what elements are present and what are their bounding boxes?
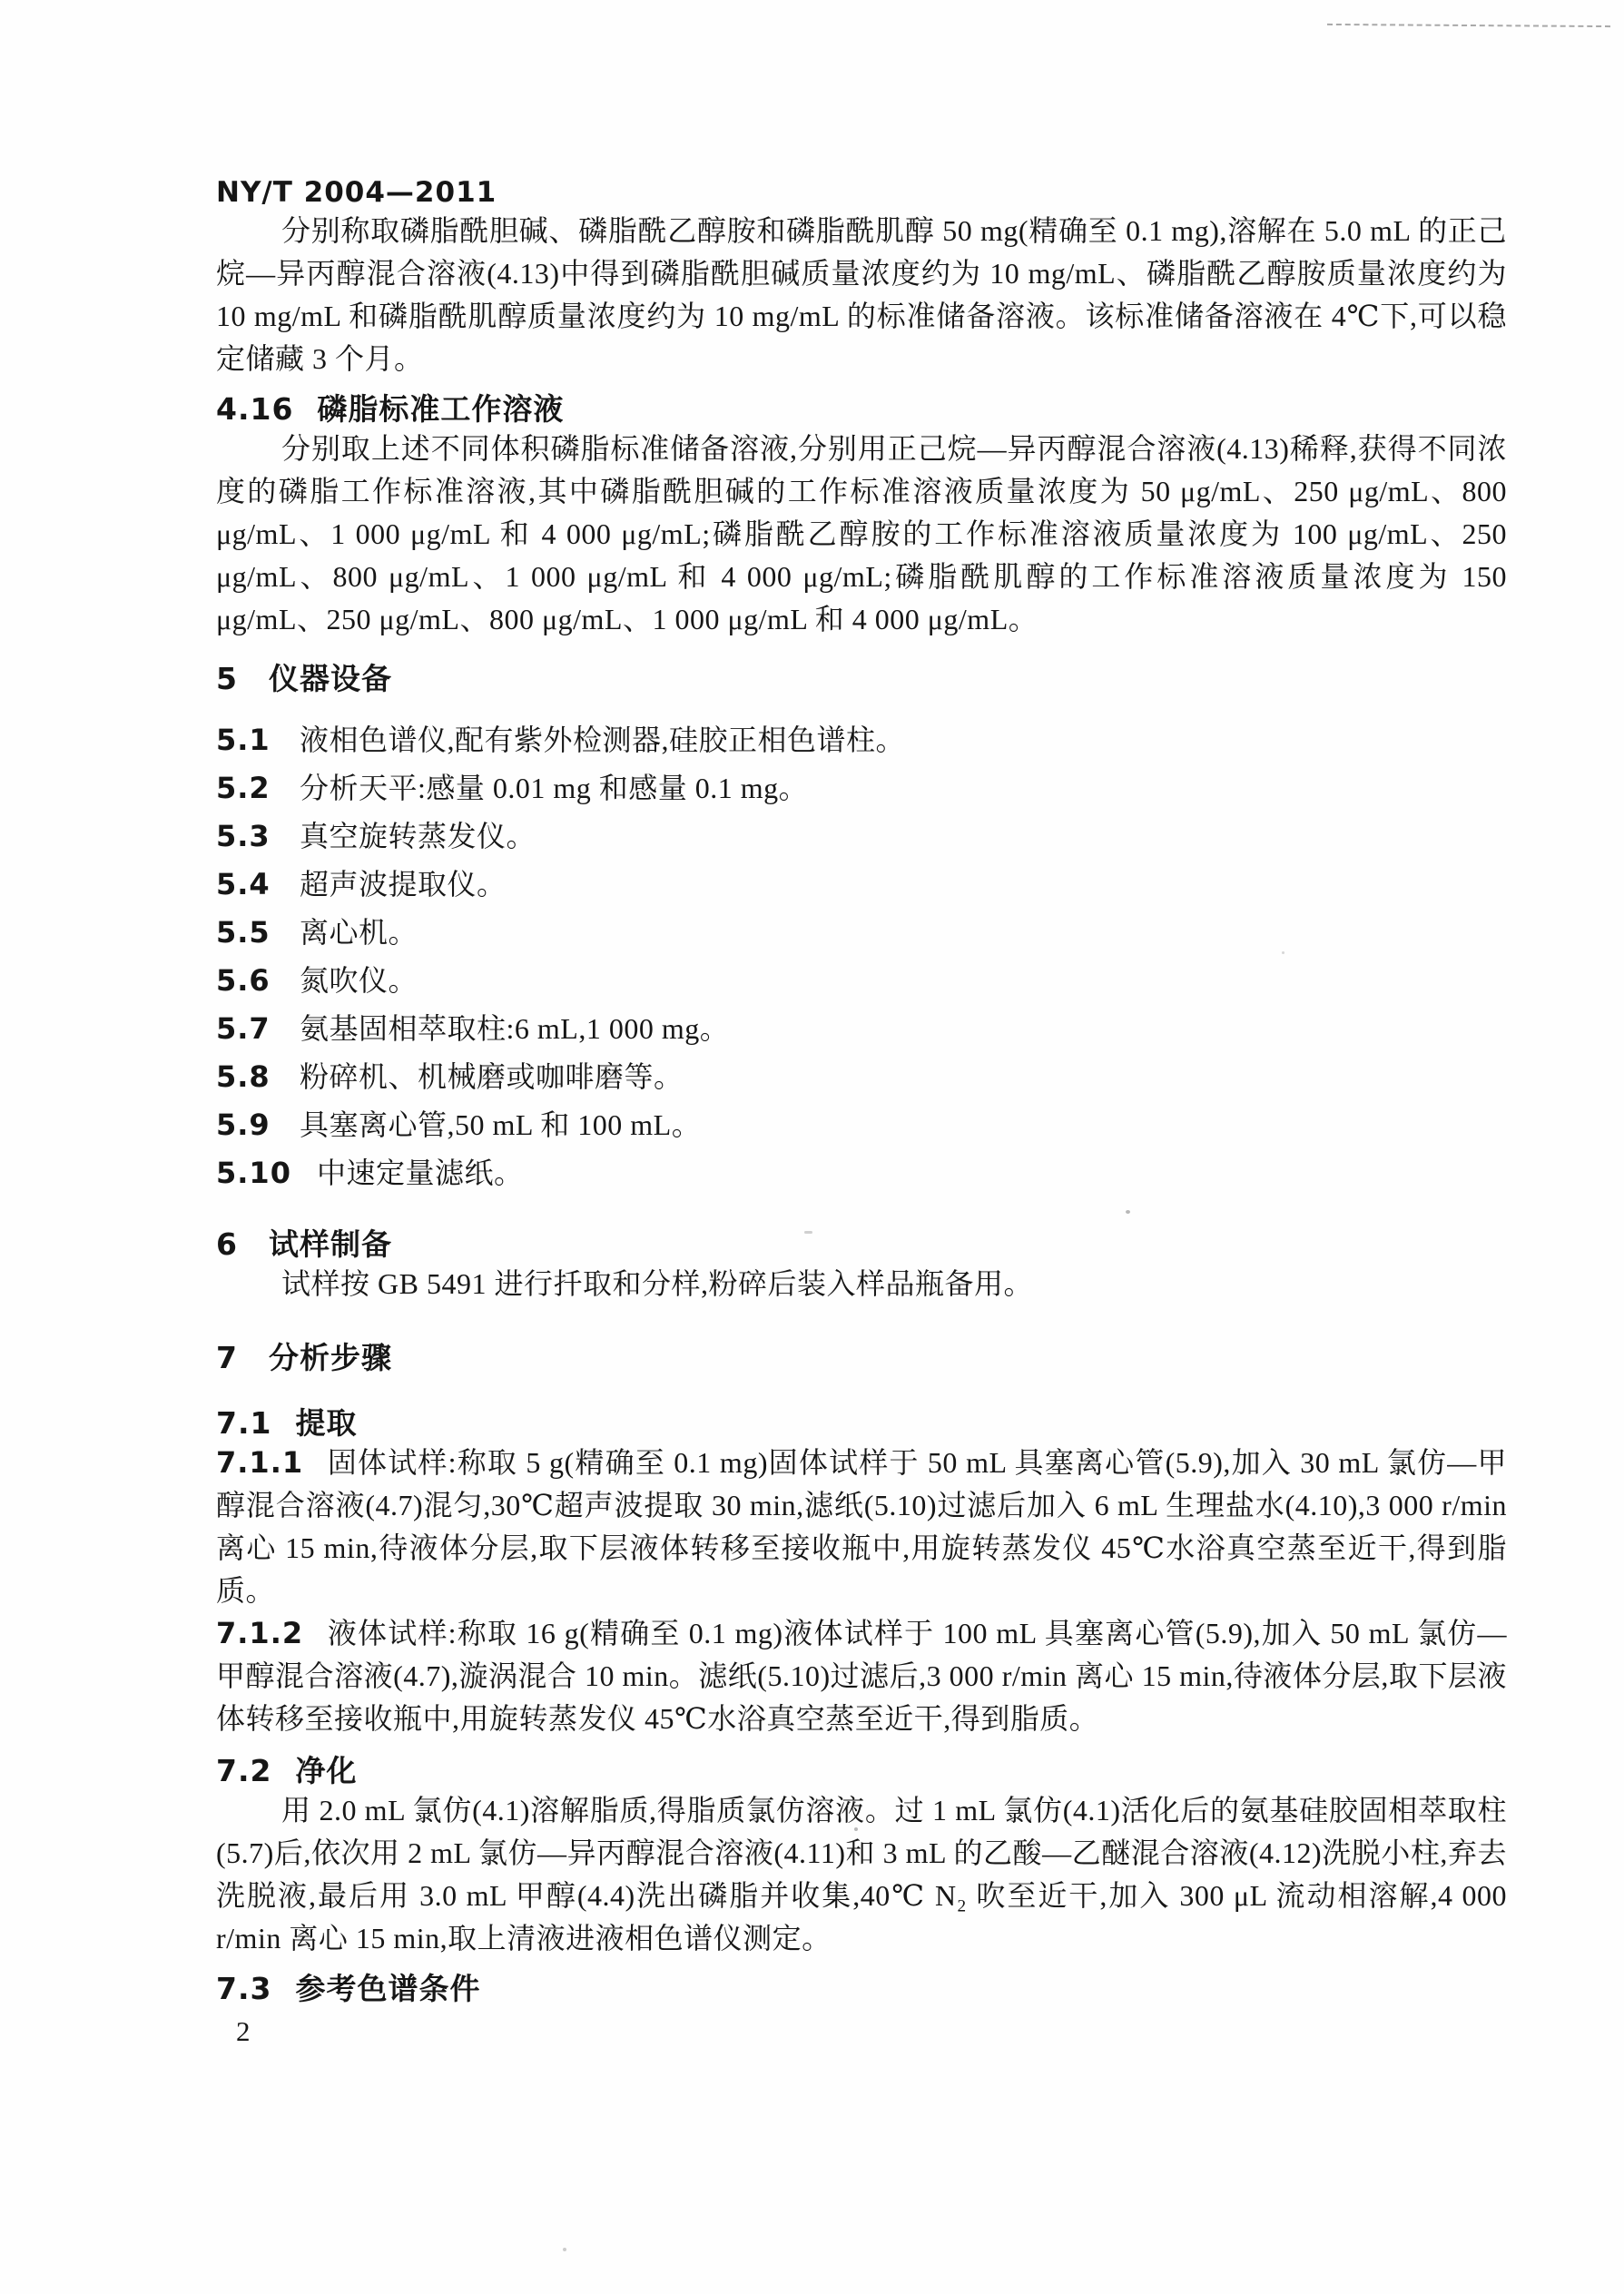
equipment-item-number: 5.4	[216, 867, 271, 901]
heading-7-title: 分析步骤	[268, 1340, 392, 1375]
paragraph-6: 试样按 GB 5491 进行扦取和分样,粉碎后装入样品瓶备用。	[281, 1267, 1033, 1300]
equipment-item-text: 氨基固相萃取柱:6 mL,1 000 mg。	[300, 1012, 730, 1045]
heading-7-1	[216, 1405, 1507, 1442]
equipment-item-number: 5.7	[216, 1011, 271, 1046]
heading-5-number: 5	[216, 661, 238, 696]
equipment-item-number: 5.10	[216, 1156, 291, 1190]
equipment-item-text: 粉碎机、机械磨或咖啡磨等。	[300, 1060, 684, 1093]
paragraph-4-16: 分别取上述不同体积磷脂标准储备溶液,分别用正己烷—异丙醇混合溶液(4.13)稀释,获得不同浓度的磷脂工作标准溶液,其中磷脂酰胆碱的工作标准溶液质量浓度为 50 μg/mL、250 μg/mL、800 μg/mL、1 000 μg/mL 和 4 000 μg/mL;磷脂酰乙醇胺的工作标准溶液质量浓度为 100 μg/mL、250 μg/mL、800 μg/mL、1 000 μg/mL 和 4 000 μg/mL;磷脂酰肌醇的工作标准溶液质量浓度为 150 μg/mL、250 μg/mL、800 μg/mL、1 000 μg/mL 和 4 000 μg/mL。	[216, 432, 1507, 635]
heading-5	[216, 661, 1507, 697]
equipment-item	[216, 1061, 1507, 1092]
equipment-item-text: 分析天平:感量 0.01 mg 和感量 0.1 mg。	[300, 772, 809, 804]
clause-7-1-2-number: 7.1.2	[216, 1616, 304, 1650]
heading-4-16	[216, 391, 1507, 428]
heading-4-16-title: 磷脂标准工作溶液	[317, 391, 565, 427]
equipment-item	[216, 869, 1507, 900]
heading-7-2-number: 7.2	[216, 1753, 272, 1788]
equipment-item-number: 5.3	[216, 819, 271, 853]
equipment-item-number: 5.8	[216, 1059, 271, 1094]
equipment-item	[216, 965, 1507, 996]
heading-7	[216, 1340, 1507, 1376]
heading-7-1-number: 7.1	[216, 1405, 272, 1441]
clause-7-1-2-text: 液体试样:称取 16 g(精确至 0.1 mg)液体试样于 100 mL 具塞离心管(5.9),加入 50 mL 氯仿—甲醇混合溶液(4.7),漩涡混合 10 min。滤纸(5.10)过滤后,3 000 r/min 离心 15 min,待液体分层,取下层液体转移至接收瓶中,用旋转蒸发仪 45℃水浴真空蒸至近干,得到脂质。	[216, 1617, 1507, 1735]
heading-7-3	[216, 1971, 1507, 2007]
equipment-item-number: 5.6	[216, 963, 271, 998]
equipment-item-text: 超声波提取仪。	[300, 868, 507, 901]
equipment-item	[216, 1157, 1507, 1188]
equipment-item-text: 真空旋转蒸发仪。	[300, 820, 536, 852]
heading-7-3-number: 7.3	[216, 1971, 272, 2006]
equipment-item-number: 5.1	[216, 723, 271, 757]
heading-7-number: 7	[216, 1340, 238, 1375]
equipment-item-number: 5.5	[216, 915, 271, 950]
equipment-item-number: 5.2	[216, 771, 271, 805]
heading-7-3-title: 参考色谱条件	[295, 1971, 481, 2006]
paragraph-7-2: 用 2.0 mL 氯仿(4.1)溶解脂质,得脂质氯仿溶液。过 1 mL 氯仿(4.1)活化后的氨基硅胶固相萃取柱(5.7)后,依次用 2 mL 氯仿—异丙醇混合溶液(4.11)和 3 mL 的乙酸—乙醚混合溶液(4.12)洗脱小柱,弃去洗脱液,最后用 3.0 mL 甲醇(4.4)洗出磷脂并收集,40℃ N₂ 吹至近干,加入 300 μL 流动相溶解,4 000 r/min 离心 15 min,取上清液进液相色谱仪测定。	[216, 1794, 1507, 1954]
heading-7-1-title: 提取	[295, 1405, 358, 1441]
scan-speck	[563, 2248, 566, 2251]
equipment-item-text: 离心机。	[300, 916, 418, 949]
heading-7-2	[216, 1753, 1507, 1789]
equipment-item-number: 5.9	[216, 1108, 271, 1142]
heading-4-16-number: 4.16	[216, 391, 294, 427]
equipment-item-text: 中速定量滤纸。	[316, 1157, 524, 1189]
standard-code-header: NY/T 2004—2011	[216, 176, 497, 209]
equipment-item-text: 液相色谱仪,配有紫外检测器,硅胶正相色谱柱。	[300, 724, 906, 756]
page-content	[216, 0, 1507, 2049]
equipment-item	[216, 821, 1507, 852]
equipment-item-text: 氮吹仪。	[300, 964, 418, 997]
page-number: 2	[236, 2015, 251, 2047]
equipment-item	[216, 724, 1507, 755]
equipment-item	[216, 773, 1507, 803]
heading-6	[216, 1226, 1507, 1263]
heading-6-title: 试样制备	[268, 1226, 392, 1262]
heading-6-number: 6	[216, 1226, 238, 1262]
equipment-item-text: 具塞离心管,50 mL 和 100 mL。	[300, 1108, 702, 1141]
clause-7-1-1-number: 7.1.1	[216, 1445, 304, 1480]
equipment-list	[216, 724, 1507, 1188]
clause-7-1-1	[216, 1442, 1507, 1612]
clause-7-1-2	[216, 1612, 1507, 1740]
equipment-item	[216, 917, 1507, 948]
clause-7-1-1-text: 固体试样:称取 5 g(精确至 0.1 mg)固体试样于 50 mL 具塞离心管(5.9),加入 30 mL 氯仿—甲醇混合溶液(4.7)混匀,30℃超声波提取 30 min,滤纸(5.10)过滤后加入 6 mL 生理盐水(4.10),3 000 r/min 离心 15 min,待液体分层,取下层液体转移至接收瓶中,用旋转蒸发仪 45℃水浴真空蒸至近干,得到脂质。	[216, 1446, 1507, 1607]
heading-7-2-title: 净化	[295, 1753, 358, 1788]
heading-5-title: 仪器设备	[268, 661, 392, 696]
intro-paragraph: 分别称取磷脂酰胆碱、磷脂酰乙醇胺和磷脂酰肌醇 50 mg(精确至 0.1 mg),溶解在 5.0 mL 的正己烷—异丙醇混合溶液(4.13)中得到磷脂酰胆碱质量浓度约为 10 mg/mL、磷脂酰乙醇胺质量浓度约为 10 mg/mL 和磷脂酰肌醇质量浓度约为 10 mg/mL 的标准储备溶液。该标准储备溶液在 4℃下,可以稳定储藏 3 个月。	[216, 214, 1507, 375]
equipment-item	[216, 1109, 1507, 1140]
equipment-item	[216, 1013, 1507, 1044]
